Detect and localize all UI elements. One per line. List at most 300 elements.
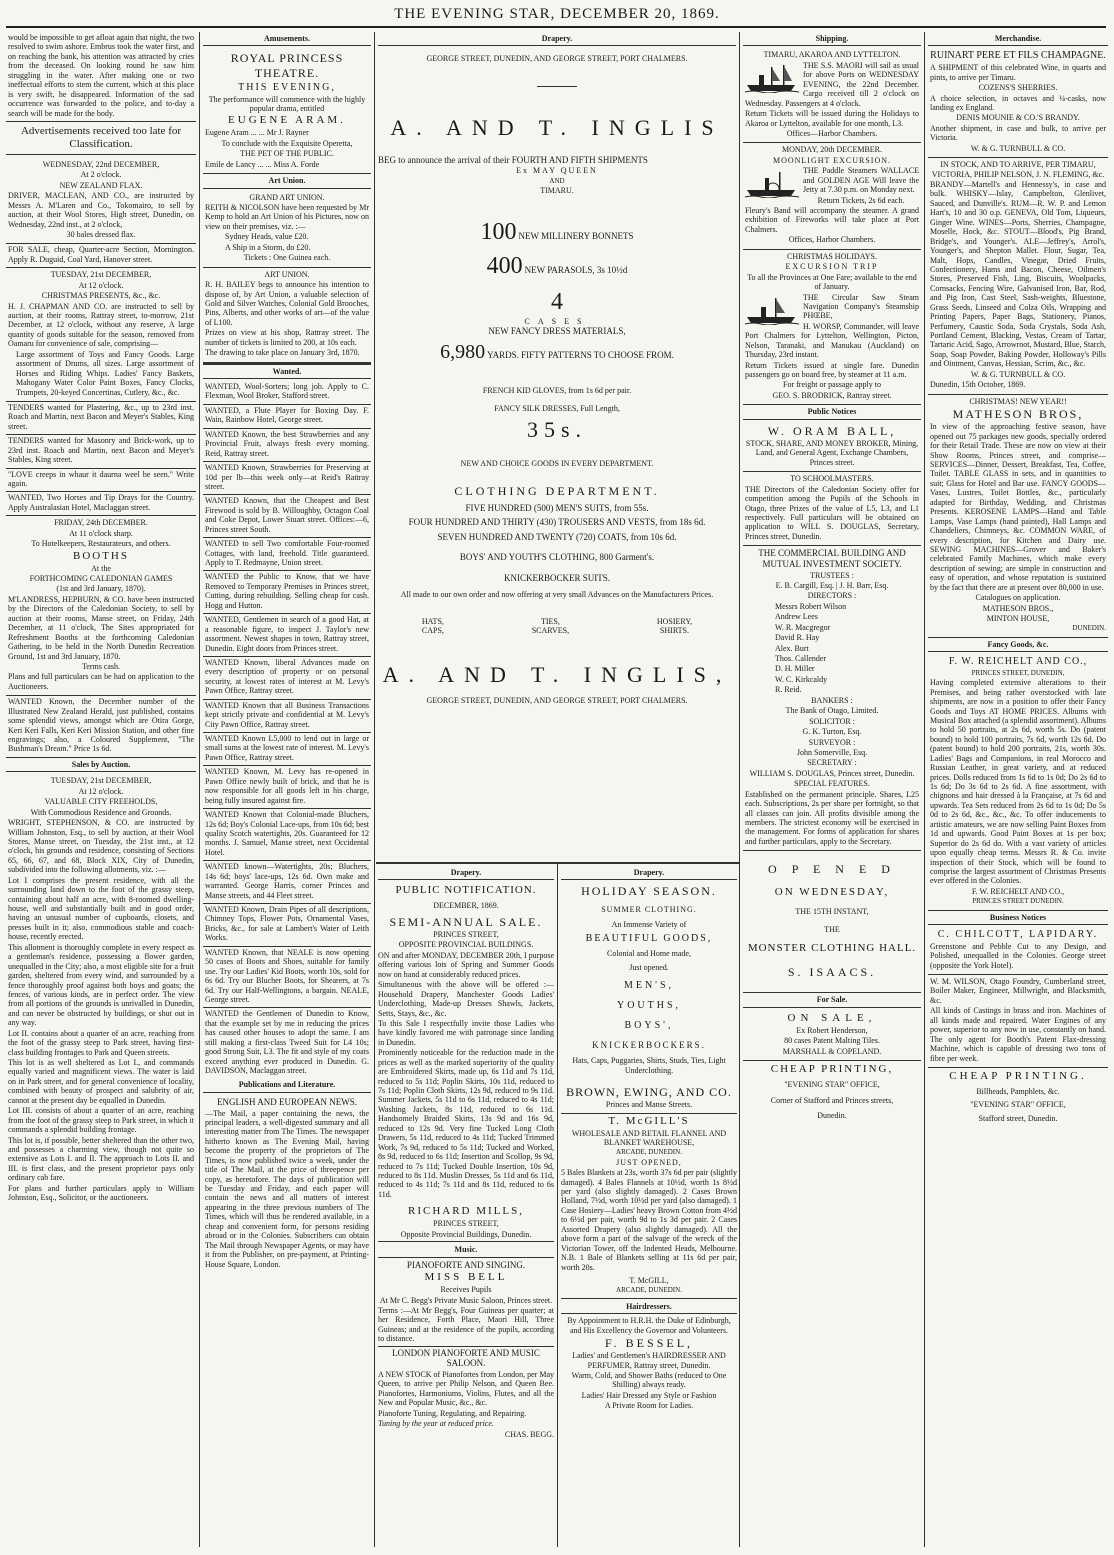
ad-body: WILLIAM S. DOUGLAS, Princes street, Dunedin.	[749, 768, 915, 778]
ad-body: MATHESON BROS.,	[982, 603, 1054, 613]
ad-subtitle: SPECIAL FEATURES.	[794, 779, 870, 789]
mills-sig: RICHARD MILLS,	[407, 1205, 524, 1218]
divider	[537, 86, 577, 87]
bessel-body: A Private Room for Ladies.	[604, 1401, 694, 1411]
ad-title: FORTHCOMING CALEDONIAN GAMES	[29, 574, 173, 584]
ad-title: F. W. REICHELT AND CO.,	[948, 656, 1088, 668]
bessel-body: Ladies' Hair Dressed any Style or Fashion	[581, 1390, 717, 1400]
stat-label: YARDS. FIFTY PATTERNS TO CHOOSE FROM.	[487, 349, 674, 360]
news-paragraph: would be impossible to get afloat again that night, the two resolved to swim ashore. Embrus took the water first, and on reaching the bank, his attention was attracted by cries from the deceased. On looking round he saw him struggling in the water. After making one or two ineffectual efforts to stem the current, which at this place is very swift, he disappeared. Information of the sad occurrence was forwarded to the police, and to-day a search will be made for the body.	[6, 32, 196, 122]
holiday-line: BEAUTIFUL GOODS,	[585, 933, 713, 945]
holiday-title: HOLIDAY SEASON.	[581, 884, 717, 899]
ad-bailey-art-union	[203, 268, 371, 363]
music-sig: CHAS. BEGG.	[504, 1429, 554, 1439]
ad-body: Lot II. contains about a quarter of an acre, reaching from the foot of the grassy steep to Park street, having first-class building frontages to Park and Queen streets.	[8, 1028, 194, 1057]
bessel-title: F. BESSEL,	[604, 1335, 694, 1350]
section-for-sale: For Sale.	[743, 993, 921, 1007]
music-title: PIANOFORTE AND SINGING.	[406, 1259, 526, 1270]
ad-body: To Hotelkeepers, Restaurateurs, and others.	[31, 539, 171, 549]
inglis-line: KNICKERBOCKER SUITS.	[503, 573, 610, 583]
accessory: TIES,	[540, 617, 560, 627]
wanted-ad: WANTED the Public to Know, that we have Removed to Temporary Premises in Princes street, Cutting, during rebuilding. Selling cheap for cash. Hogg and Hutton.	[203, 571, 371, 614]
ad-body: R. H. BAILEY begs to announce his intention to dispose of, by Art Union, a valuable selection of Gold and Silver Watches, Colonial Gold Brooches, Pins, Alberts, and other works of art—of the value of L100.	[205, 280, 369, 327]
mcgill-body: 5 Bales Blankets at 23s, worth 37s 6d per pair (slightly damaged). 4 Bales Flannels at 10½d, worth 1s 8½d per yard (also slightly damaged). 2 Cases Brown Holland, 7½d, worth 10½d per yard (also damaged). 1 Case Hosiery—Ladies' heavy Brown Cotton from 4½d to 6½d per pair, worth 9d to 1s 3d per pair. 2 Cases Assorted Drapery (also slightly damaged). All the above form a part of the salvage of the wreck of the Victorian Tower, off the Indented Heads, Melbourne. N.B. 1 Bale of Blankets selling at 11s 6d per pair, worth 20s.	[561, 1168, 737, 1272]
accessory: HOSIERY,	[656, 617, 693, 627]
music-title: LONDON PIANOFORTE AND MUSIC SALOON.	[392, 1347, 540, 1369]
inglis-line: FIVE HUNDRED (500) MEN'S SUITS, from 55s.	[465, 502, 649, 513]
ad-body: For freight or passage apply to	[783, 380, 881, 390]
ad-body: DUNEDIN.	[1072, 624, 1106, 633]
column-3a	[378, 866, 554, 1546]
ad-body: THE S.S. MAORI will sail as usual for above Ports on WEDNESDAY EVENING, the 22nd December. Cargo received till 2 o'clock on Wednesday. Passengers at 4 o'clock.	[745, 60, 919, 108]
ad-matheson	[928, 395, 1108, 638]
mcgill-sig: ARCADE, DUNEDIN.	[561, 1286, 737, 1298]
mills-opposite: OPPOSITE PROVINCIAL BUILDINGS.	[398, 940, 534, 950]
music-body: Tuning by the year at reduced price.	[378, 1419, 494, 1429]
ad-body: Greenstone and Pebble Cut to any Design, and Polished, unequalled in the Colonies. George street (opposite the York Hotel).	[930, 941, 1106, 970]
ad-body: W. & G. TURNBULL & CO.	[970, 369, 1066, 379]
section-hairdressers: Hairdressers.	[561, 1300, 737, 1314]
ad-tenders-masonry: TENDERS wanted for Masonry and Brick-work, up to 23rd inst. Roach and Martin, next Bacon and Meyer's Stables, King street.	[6, 435, 196, 468]
bessel-body: Warm, Cold, and Shower Baths (reduced to One Shilling) always ready.	[571, 1370, 727, 1390]
inglis-announce: BEG to announce the arrival of their FOURTH AND FIFTH SHIPMENTS	[378, 154, 648, 165]
ad-body: E. B. Cargill, Esq. | J. H. Barr, Esq.	[775, 580, 889, 590]
inglis-line: FOUR HUNDRED AND THIRTY (430) TROUSERS AND VESTS, from 18s 6d.	[408, 517, 706, 528]
ad-title: IN STOCK, AND TO ARRIVE, PER TIMARU, VICTORIA, PHILIP NELSON, J. N. FLEMING, &c.	[931, 160, 1105, 179]
wanted-ad: WANTED Known, Drain Pipes of all descriptions, Chimney Tops, Flower Pots, Ornamental Vases, Bricks, &c., for sale at Lambert's Water of Leith Works.	[203, 904, 371, 947]
mills-body: Prominently noticeable for the reduction made in the prices as well as the marked superiority of the quality are Embroidered Skirts, made up, 6s 11d and 7s 11d, reduced to 5s 11d; Poplin Skirts, 10s 11d, reduced to 7s 11d; Poplin Cloth Skirts, 12s 9d, reduced to 9s 11d. Summer Jackets, 5s 11d to 6s 11d, reduced to 4s 11d; Washing Jackets, 8s 11d, reduced to 6s 11d. Handsomely Braided Skirts, 13s 9d and 16s 9d, reduced to 12s 9d. Very fine Tucked Long Cloth Drawers, 5s 11d, reduced to 4s 11d; Tucked Trimmed Work, 7s 9d, reduced to 5s 11d; Tucked and Worked, 8s 9d, reduced to 6s 11d; Insertion and Scollop, 9s 9d, reduced to 7s 11d; Tucked Double Insertion, 10s 9d, reduced to 8s 11d. Muslin Dresses, 5s 11d and 6s 11d, reduced to 4s 11d; 7s 11d and 8s 11d, reduced to 6s 11d.	[378, 1048, 554, 1199]
ad-title: ENGLISH AND EUROPEAN NEWS.	[217, 1096, 357, 1107]
ad-maori	[743, 48, 921, 143]
ad-body: Corner of Stafford and Princes streets,	[770, 1095, 894, 1105]
holiday-line: Hats, Caps, Puggaries, Shirts, Studs, Ties, Light Underclothing.	[572, 1056, 726, 1075]
wanted-ad: WANTED Known L5,000 to lend out in large or small sums at the lowest rate of interest. M. Levy's Pawn Office, Rattray street.	[203, 733, 371, 766]
column-4	[743, 32, 921, 1547]
ad-body: Lot III. consists of about a quarter of an acre, reaching from the foot of the grassy steep to Park street, in which it commands a splendid building frontage.	[8, 1106, 194, 1135]
ad-body: John Somerville, Esq.	[796, 747, 868, 757]
ad-body: THE Paddle Steamers WALLACE and GOLDEN AGE Will leave the Jetty at 7.30 p.m. on Monday next.	[803, 166, 919, 195]
ad-title: ON WEDNESDAY,	[774, 886, 890, 899]
ad-body: Ex Robert Henderson,	[796, 1025, 868, 1035]
ad-body: W. M. WILSON, Otago Foundry, Cumberland street, Boiler Maker, Engineer, Millwright, and Blacksmith, &c.	[930, 977, 1106, 1005]
ad-title: NEW ZEALAND FLAX.	[59, 180, 143, 190]
music-teacher: MISS BELL	[424, 1271, 508, 1284]
ad-body: Sydney Heads, value £20.	[225, 232, 309, 242]
ad-monster-clothing-hall	[743, 851, 921, 993]
wanted-ad: WANTED Known, liberal Advances made on every description of property or on personal security, at lowest rates of interest at M. Levy's Pawn Office, Rattray street.	[203, 657, 371, 700]
wanted-ad: WANTED Known, that the Cheapest and Best Firewood is sold by B. Willoughby, Octagon Coal and Coke Depot, Lower Stuart street. Offices:—6, Princes street South.	[203, 495, 371, 538]
ad-body: REITH & NICOLSON have been requested by Mr Kemp to hold an Art Union of his Pictures, now on view on their premises, viz. :—	[205, 203, 369, 231]
holiday-line: KNICKERBOCKERS.	[592, 1039, 706, 1050]
ad-body: MARSHALL & COPELAND.	[782, 1046, 882, 1056]
section-publications: Publications and Literature.	[203, 1078, 371, 1092]
section-fancy-goods: Fancy Goods, &c.	[928, 638, 1108, 652]
mills-body: ON and after MONDAY, DECEMBER 20th, I purpose offering various lots of Spring and Summer Goods now on hand at considerably reduced prices.	[378, 950, 554, 979]
mills-date: DECEMBER, 1869.	[433, 901, 499, 911]
ad-phoebe	[743, 250, 921, 406]
inglis-line-bonnets	[378, 218, 736, 246]
ad-moonlight	[743, 143, 921, 249]
ad-body: WRIGHT, STEPHENSON, & CO. are instructed by William Johnston, Esq., to sell by auction, at their Wool Stores, Manse street, on Tuesday, the 21st inst., at 12 o'clock, his grounds and residence, consisting of Sections 65, 66, 67, and 68, Block XIX, City of Dunedin, subdivided into the following allotments, viz. :—	[8, 818, 194, 875]
ad-time: At 2 o'clock.	[80, 170, 122, 180]
ad-title: COZENS'S SHERRIES.	[978, 83, 1058, 93]
ad-date: WEDNESDAY, 22nd DECEMBER,	[42, 159, 160, 169]
inglis-line-cases	[378, 288, 736, 336]
music-body: A NEW STOCK of Pianofortes from London, per May Queen, to arrive per Philip Nelson, and Queen Bee. Pianofortes, Harmoniums, Violins, Flutes, and all the New and Popular Music, &c., &c.	[378, 1369, 554, 1408]
holiday-line: Just opened.	[629, 962, 669, 972]
ad-title: ART UNION.	[264, 269, 310, 279]
music-body: Receives Pupils	[440, 1285, 492, 1295]
mcgill-title: T. McGILL'S	[608, 1114, 690, 1127]
ad-date: MONDAY, 20th DECEMBER.	[781, 145, 882, 155]
section-merchandise: Merchandise.	[928, 32, 1108, 46]
ad-title: GRAND ART UNION.	[249, 192, 325, 202]
ad-title: S. ISAACS.	[787, 965, 877, 980]
ad-body: THE Directors of the Caledonian Society offer for competition among the Pupils of the Schools in Otago, three Prizes of the value of L5, L3, and L1 respectively. Full particulars will be obtained on application to WILL S. DOUGLAS, Secretary, Princes street, Dunedin.	[745, 484, 919, 541]
ad-malting-tiles	[743, 1010, 921, 1061]
ad-body: MINTON HOUSE,	[986, 614, 1050, 624]
section-music: Music.	[378, 1243, 554, 1257]
accessory: HATS,	[421, 617, 444, 627]
ad-body: Large assortment of Toys and Fancy Goods. Large assortment of Drums, all sizes. Large assortment of Horses and Riding Whips. Ladies' Fancy Baskets, Mahogany Water Color Paint Boxes, Fancy Clocks, Trumpets, 20-keyed Concertinas, Cutlery, &c., &c.	[16, 349, 194, 397]
ad-body: Stafford street, Dunedin.	[978, 1113, 1058, 1123]
wanted-ad: WANTED Known that all Business Transactions kept strictly private and confidential at M. Levy's City Pawn Office, Rattray street.	[203, 700, 371, 733]
directors-list	[745, 602, 919, 695]
ad-date: TUESDAY, 21st DECEMBER,	[50, 270, 152, 280]
ad-body: Dunedin.	[817, 1111, 847, 1120]
ad-title: CHEAP PRINTING.	[949, 1069, 1087, 1082]
section-shipping: Shipping.	[743, 32, 921, 46]
ad-body: Emile de Lancy ... ... Miss A. Forde	[205, 159, 320, 169]
bessel-body: Ladies' and Gentlemen's HAIRDRESSER AND PERFUMER, Rattray street, Dunedin.	[572, 1351, 726, 1370]
mills-sig: PRINCES STREET,	[433, 1219, 499, 1229]
section-drapery: Drapery.	[561, 866, 737, 880]
column-rule	[739, 32, 740, 1547]
ad-schoolmasters	[743, 472, 921, 546]
wanted-ad: WANTED to sell Two comfortable Four-roomed Cottages, with land, freehold. Title guaranteed. Apply to T. Redmayne, Union street.	[203, 538, 371, 571]
masthead: THE EVENING STAR, DECEMBER 20, 1869.	[394, 6, 720, 22]
section-drapery: Drapery.	[378, 32, 736, 46]
ad-title: CHRISTMAS! NEW YEAR!!	[969, 396, 1067, 406]
late-ads-heading: Advertisements received too late for Classification.	[6, 125, 196, 155]
ad-title: C. CHILCOTT, LAPIDARY.	[937, 928, 1099, 940]
ad-body: M'LANDRESS, HEPBURN, & CO. have been instructed by the Directors of the Caledonian Society, to sell by auction at their rooms, Manse street, on Friday, 24th December, at 11 o'clock, The Sites appropriated for Refreshment Booths at the forthcoming Caledonian Gathering, to be held in the North Dunedin Recreation Ground, 1st and 3rd January, 1870.	[8, 594, 194, 661]
mills-body: Simultaneous with the above will be offered :— Household Drapery, Manchester Goods Ladies' Underclothing, Made-up Dresses Shawls, Jackets, Setts, Stays, &c., &c.	[378, 980, 554, 1018]
ad-title: MOONLIGHT EXCURSION.	[772, 155, 892, 165]
stat-number: 6,980	[440, 340, 486, 363]
holiday-sig: Princes and Manse Streets.	[561, 1100, 737, 1113]
ad-body: The Bank of Otago, Limited.	[785, 706, 879, 716]
ad-body: Offices, Harbor Chambers.	[788, 235, 876, 245]
holiday-line: MEN'S,	[623, 980, 675, 992]
mills-sale: SEMI-ANNUAL SALE.	[389, 914, 543, 929]
section-public-notices: Public Notices	[743, 405, 921, 419]
steamship-icon	[745, 295, 799, 325]
ad-body: Prizes on view at his shop, Rattray street. The number of tickets is limited to 200, at 10s each.	[205, 328, 369, 347]
ad-body: (1st and 3rd January, 1870).	[56, 584, 146, 594]
ad-subtitle: With Commodious Residence and Grounds.	[30, 807, 172, 817]
ad-body: PRINCES STREET DUNEDIN.	[972, 897, 1064, 906]
steamship-icon	[745, 168, 799, 198]
inglis-line-yards	[378, 341, 736, 365]
ad-body: This lot is, if possible, better sheltered than the other two, and possesses a charming view, though not quite so extensive as Lots I. and II. The approach to Lots II. and III. is first class, and the present proprietor pays only ordinary cab fare.	[8, 1135, 194, 1183]
ad-title: EUGENE ARAM.	[228, 114, 346, 127]
bessel-body: By Appointment to H.R.H. the Duke of Edinburgh, and His Excellency the Governor and Volunteers.	[567, 1316, 731, 1335]
ad-body: To conclude with the Exquisite Operetta,	[221, 138, 353, 148]
ad-turnbull-stock	[928, 158, 1108, 395]
ad-theatre	[203, 48, 371, 174]
ad-title: CHRISTMAS PRESENTS, &c., &c.	[41, 291, 161, 301]
stat-label: NEW MILLINERY BONNETS	[518, 230, 634, 241]
ad-title: O P E N E D	[768, 862, 896, 877]
mcgill-sig: T. McGILL,	[629, 1275, 669, 1285]
stat-label: CASES	[524, 316, 590, 326]
ad-time: At 11 o'clock sharp.	[69, 528, 133, 538]
ad-title: MATHESON BROS,	[952, 407, 1084, 422]
ad-title: EXCURSION TRIP	[785, 262, 879, 272]
ad-title: CHEAP PRINTING,	[770, 1063, 894, 1076]
ad-cheap-printing	[743, 1061, 921, 1124]
wanted-ad: WANTED, a Flute Player for Boxing Day. F. Wain, Rainbow Hotel, George street.	[203, 405, 371, 429]
column-rule	[924, 32, 925, 1547]
ad-body: A Ship in a Storm, do £20.	[225, 242, 311, 252]
inglis-ship: TIMARU.	[540, 186, 574, 196]
section-business-notices: Business Notices	[928, 911, 1108, 925]
ad-subtitle: SOLICITOR :	[809, 716, 855, 726]
ad-subtitle: SECRETARY :	[807, 758, 857, 768]
mills-body: To this Sale I respectfully invite those Ladies who have kindly favored me with patronage since landing in Dunedin.	[378, 1018, 554, 1047]
wanted-ad: WANTED Known that Colonial-made Bluchers, 12s 6d; Boy's Colonial Lace-ups, from 10s 6d; best quality Scotch watertights, 20s. Guaranteed for 12 months. J. Samuel, Manse street, next Occidental Hotel.	[203, 809, 371, 861]
stat-number: 100	[480, 218, 517, 245]
ad-body: The performance will commence with the highly popular drama, entitled	[208, 94, 366, 113]
ad-subtitle: DIRECTORS :	[807, 591, 857, 601]
inglis-firm: A. AND T. INGLIS,	[382, 661, 732, 687]
ad-body: THE 15TH INSTANT,	[795, 907, 869, 917]
holiday-line: YOUTHS,	[616, 999, 682, 1011]
inglis-line: SEVEN HUNDRED AND TWENTY (720) COATS, from 10s 6d.	[437, 531, 677, 542]
ad-body: A choice selection, in octaves and ¼-casks, now landing ex England.	[930, 93, 1106, 112]
inglis-firm: A. AND T. INGLIS	[390, 114, 724, 140]
ad-title: W. ORAM BALL,	[767, 423, 897, 438]
director: D. H. Miller	[775, 664, 815, 674]
accessory: SCARVES,	[531, 626, 570, 636]
ad-body: The drawing to take place on January 3rd, 1870.	[205, 348, 360, 358]
stat-number: 400	[486, 252, 523, 279]
mills-sig: Opposite Provincial Buildings, Dunedin.	[378, 1230, 554, 1242]
director: David R. Hay	[775, 633, 820, 643]
ad-european-news	[203, 1095, 371, 1273]
mills-title: PUBLIC NOTIFICATION.	[395, 884, 537, 897]
ad-title: MONSTER CLOTHING HALL.	[747, 942, 917, 955]
ad-chilcott	[928, 927, 1108, 975]
column-rule	[199, 32, 200, 1547]
column-3b	[561, 866, 737, 1546]
ad-title: TO SCHOOLMASTERS.	[790, 474, 874, 484]
section-amusements: Amusements.	[203, 32, 371, 46]
holiday-sig: BROWN, EWING, AND CO.	[566, 1085, 732, 1100]
ad-body: W. & G. TURNBULL & CO.	[970, 143, 1066, 153]
ad-body: Return Tickets issued at single fare. Dunedin passengers go on board free, by steamer at 11 a.m.	[745, 360, 919, 379]
section-drapery: Drapery.	[378, 866, 554, 880]
column-rule	[374, 32, 375, 1547]
ad-title: RUINART PERE ET FILS CHAMPAGNE.	[930, 50, 1106, 62]
inglis-silk: FANCY SILK DRESSES, Full Length,	[494, 403, 620, 413]
ad-body: STOCK, SHARE, AND MONEY BROKER, Mining, Land, and General Agent, Exchange Chambers, Princes street.	[745, 438, 919, 467]
inglis-ship: Ex MAY QUEEN	[516, 166, 598, 176]
column-3-inglis	[378, 32, 736, 832]
ad-title: TIMARU, AKAROA AND LYTTELTON.	[763, 50, 901, 60]
ad-body: H. WORSP, Commander, will leave Port Chalmers for Lyttelton, Wellington, Picton, Nelson, Taranaki, and Manukau (Auckland) on Thursday, 23rd instant.	[745, 321, 919, 360]
inglis-address: GEORGE STREET, DUNEDIN, AND GEORGE STREET, PORT CHALMERS.	[426, 695, 688, 705]
ad-title: ON SALE,	[787, 1011, 877, 1024]
ad-body: This lot is as well sheltered as Lot I., and commands equally varied and magnificent views. The water is laid on in Park street, and for general convenience of locality, combined with beauty of prospect and salubrity of air, cannot at the present day be equalled in Dunedin.	[8, 1058, 194, 1105]
mcgill-line: ARCADE, DUNEDIN.	[616, 1148, 682, 1157]
ad-body: Catalogues on application.	[975, 593, 1061, 603]
ad-time: At 12 o'clock.	[78, 786, 124, 796]
stat-label: NEW FANCY DRESS MATERIALS,	[488, 325, 626, 336]
ad-body: GEO. S. BRODRICK, Rattray street.	[772, 390, 892, 400]
ad-subtitle: SURVEYOR :	[808, 737, 856, 747]
stat-label: NEW PARASOLS, 3s 10½d	[524, 264, 628, 275]
ad-body: To all the Provinces at One Fare; available to the end of January.	[747, 272, 917, 292]
ad-personal: "LOVE creeps in whaur it daurna weel be seen." Write again.	[6, 469, 196, 493]
steamship-icon	[745, 63, 799, 93]
ad-title: THE COMMERCIAL BUILDING AND MUTUAL INVESTMENT SOCIETY.	[758, 548, 906, 569]
inglis-silk-price: 35s.	[526, 417, 588, 443]
ad-body: Eugene Aram ... ... Mr J. Rayner	[205, 128, 309, 138]
ad-body: All kinds of Castings in brass and iron. Machines of all kinds made and repaired. Water Engines of any power, superior to any now in use, constantly on hand. The only agent for Booth's Patent Flax-dressing Machine, which is capable of dressing two tons of fibre per week.	[930, 1006, 1106, 1063]
ad-time: At 12 o'clock.	[78, 280, 124, 290]
director: Thos. Callender	[775, 654, 827, 663]
ad-city-freeholds	[6, 774, 196, 1206]
holiday-line: BOYS',	[624, 1019, 674, 1031]
ad-body: 30 bales dressed flax.	[66, 229, 136, 239]
wanted-ad: WANTED Known, M. Levy has re-opened in Pawn Office newly built of brick, and that he is now responsible for all goods left in his charge, being fully insured against fire.	[203, 766, 371, 809]
ad-title: VALUABLE CITY FREEHOLDS,	[44, 797, 158, 807]
director: Andrew Lees	[775, 612, 818, 622]
ad-body: BRANDY—Martell's and Hennessy's, in case and bulk. WHISKY—Islay, Campbelton, Glenlivet, Sauced, and Dunville's. RUM—R. W. P. and Lemon Hart's, 10 and 30 o.p. GENEVA, Old Tom, Liqueurs, Ginger Wine. WINES—Ports, Sherries, Champagne, Moselle, Hock, &c. STOUT—Blood's, Pig Brand, Bridge's, and Younger's. ALE—Jeffrey's, Arrol's, Younger's, and Shepton Mallet. Flour, Sugar, Tea, Malt, Hops, Candles, Vinegar, Dried Fruits, Confectionery, Hams and Bacon, Cheese, Oilmen's Stores, Preserved Fish, Ling, Biscuits, Woolpacks, Cornsacks, Fencing Wire, Galvanised Iron, Bar, Rod, and Pig Iron, Cast Steel, Sash-weights, Bluestone, Grass Seeds, Linseed and Colza Oils, Wrapping and Printing Papers, Paper Bags, Stationery, Pianos, Perfumery, Caustic Soda, Soda Crystals, Soda Ash, Portland Cement, Blacking, Vestas, Cream of Tartar, Tartaric Acid, Sago, Arrowroot, Mustard, Blue, Starch, Soap, Soap Powder, Baking Powder, Holloway's Pills and Ointment, Canvas, Hessian, Scrim, &c., &c.	[930, 180, 1106, 369]
ad-title: DENIS MOUNIE & CO.'S BRANDY.	[956, 113, 1080, 123]
inglis-gloves: FRENCH KID GLOVES, from 1s 6d per pair.	[482, 386, 632, 396]
ad-oram-ball	[743, 422, 921, 472]
section-wanted: Wanted.	[203, 363, 371, 379]
ad-subtitle: PRINCES STREET, DUNEDIN,	[971, 668, 1065, 677]
inglis-and: AND	[549, 176, 565, 185]
music-body: Terms :—At Mr Begg's, Four Guineas per quarter; at her Residence, Forth Place, Maori Hill, Three Guineas; and at the residence of the pupils, according to distance.	[378, 1306, 554, 1347]
ad-for-sale: FOR SALE, cheap, Quarter-acre Section, Mornington. Apply R. Duguid, Coal Yard, Hanover street.	[6, 244, 196, 268]
ad-title: ROYAL PRINCESS THEATRE.	[230, 51, 344, 80]
ad-champagne	[928, 48, 1108, 158]
ad-tenders-plastering: TENDERS wanted for Plastering, &c., up to 23rd inst. Roach and Martin, next Bacon and Meyer's Stables, King street.	[6, 402, 196, 435]
accessory: SHIRTS.	[659, 626, 690, 636]
ad-body: F. W. REICHELT AND CO.,	[971, 886, 1065, 896]
mcgill-line: WHOLESALE AND RETAIL FLANNEL AND BLANKET WAREHOUSE,	[571, 1128, 727, 1148]
ad-wanted-horses: WANTED, Two Horses and Tip Drays for the Country. Apply Australasian Hotel, Maclaggan street.	[6, 492, 196, 516]
ad-body: Having completed extensive alterations to their Premises, and being rather overstocked with late shipments, are now in a position to offer their Fancy Goods and Toys AT HOME PRICES. Albums with Musical Box attached (a splendid assortment). Albums to hold 50 portraits, at 2s 6d, worth 5s. Do (patent bound) to hold 100 portraits, 7s 6d, worth 12s 6d. Do (patent bound) to hold 200 portraits, 21s, worth 30s. Ladies' Bags and Companions, in real Morocco and Russian Leather, in great variety, and at reduced prices. Dolls reduced from 1s 6d to 1s 0d; Do 2s 6d to 1s 6d; Do 3s 6d to 2s 6d. A fine assortment, with chignons and hair dressed à la Française, at 7s 6d and upwards. Tea Sets reduced from 2s 6d to 1s 0d; Do 5s 0d to 2s 6d, &c., &c., &c. To offer inducements to artistic amateurs, we are now selling Paint Boxes from 1d and upwards. Good Paint Boxes at 1s per box; Superior do 2s 6d do. With a vast variety of articles upon equally cheap terms. Messrs R. & Co. invite inspection of their Stock, which will be found to comprise the largest assortment of Christmas Presents ever offered in the Colonies.	[930, 678, 1106, 886]
inglis-line: BOYS' AND YOUTH'S CLOTHING, 800 Garment's.	[459, 552, 655, 563]
ad-body: For plans and further particulars apply to William Johnston, Esq., Solicitor, or the auctioneers.	[8, 1183, 194, 1203]
inglis-new-goods: NEW AND CHOICE GOODS IN EVERY DEPARTMENT.	[460, 458, 654, 468]
ad-body: In view of the approaching festive season, have opened out 75 packages new goods, specially ordered for their Retail Trade. These are now on view at their Show Rooms, Princes street, and comprise— SERVICES—Dinner, Dessert, Breakfast, Tea, Coffee, Toilet. TABLE GLASS in sets, and in quantities to suit; Glass for Hotel and Bar use. FANCY GOODS—Vases, Lustres, Toilet Bottles, &c., particularly adapted for Birthday, Wedding, and Christmas Presents. KEROSENE LAMPS—Hand and Table Lamps, Vase Lamps (hand painted), Hall Lamps and Chandeliers, Chimneys, &c. COMMON WARE, of every description, for Kitchen and Dairy use. SEWING MACHINES—Grover and Baker's celebrated Family Machines, which make every description of sewing; are simple in construction and easy of operation, and whose reputation is sustained by the fact that there are at present over 80,000 in use.	[930, 422, 1106, 592]
director: R. Reid.	[775, 685, 802, 695]
ad-building-society	[743, 546, 921, 851]
wanted-ad: WANTED, Gentlemen in search of a good Hat, at a reasonable figure, to inspect J. Taylor's new assortment. Newest shapes in town, Rattray street, Dunedin. Eight doors from Princes street.	[203, 614, 371, 657]
ad-body: G. K. Turton, Esq.	[802, 727, 862, 737]
director: Messrs Robert Wilson	[775, 601, 847, 611]
inglis-made: All made to our own order and now offering at very small Advances on the Manufacturers Prices.	[400, 589, 714, 599]
ad-body: Fleury's Band will accompany the steamer. A grand exhibition of Fireworks will take place at Port Chalmers.	[745, 206, 919, 234]
ad-body: Return Tickets will be issued during the Holidays to Akaroa or Lyttelton, available for one month, L3.	[745, 109, 919, 128]
director: Alex. Burt	[775, 643, 809, 653]
section-art-union: Art Union.	[203, 174, 371, 188]
ad-body: Established on the permanent principle. Shares, L25 each. Subscriptions, 2s per share per fortnight, so that all classes can join. All profits divisible among the members. The strictest economy will be exercised in the management. For forms of application for shares and further particulars, apply to the Secretary.	[745, 789, 919, 846]
ad-body: Another shipment, in case and bulk, to arrive per Victoria.	[930, 123, 1106, 143]
accessory: CAPS,	[421, 626, 444, 636]
ad-date: FRIDAY, 24th DECEMBER.	[54, 518, 148, 528]
ad-body: THE Circular Saw Steam Navigation Company's Steamship PHŒBE,	[803, 292, 919, 321]
column-5	[928, 32, 1108, 1547]
ad-flax	[6, 158, 196, 245]
column-1	[6, 32, 196, 1547]
ad-body: Billheads, Pamphlets, &c.	[976, 1086, 1060, 1096]
ad-christmas-presents	[6, 268, 196, 402]
stat-number: 4	[551, 289, 563, 316]
ad-date: TUESDAY, 21st DECEMBER,	[50, 776, 152, 786]
column-rule	[557, 864, 558, 1547]
ad-subtitle: THIS EVENING,	[238, 81, 336, 93]
ad-body: "EVENING STAR" OFFICE,	[784, 1080, 880, 1090]
mcgill-line: JUST OPENED,	[616, 1157, 682, 1167]
inglis-clothing-dept: CLOTHING DEPARTMENT.	[454, 484, 660, 499]
ad-body: Tickets : One Guinea each.	[243, 253, 331, 263]
ad-grand-art-union	[203, 191, 371, 268]
music-body: Pianoforte Tuning, Regulating, and Repairing.	[378, 1408, 527, 1418]
ad-reichelt	[928, 654, 1108, 910]
ad-illustrated-herald: WANTED Known, the December number of the Illustrated New Zealand Herald, just published, contains some splendid views, amongst which are Otira Gorge, Keri Keri Falls, Keri Keri Mission Station, and other fine engravings; also, a Coloured Supplement, "The Bushman's Dream." Price 1s 6d.	[6, 696, 196, 758]
wanted-list	[203, 381, 371, 1078]
ad-body: Return Tickets, 2s 6d each.	[817, 195, 905, 205]
holiday-line: SUMMER CLOTHING.	[601, 904, 697, 914]
ad-title: CHRISTMAS HOLIDAYS.	[787, 251, 877, 261]
ad-body: THE	[824, 924, 840, 934]
ad-title: BOOTHS	[72, 549, 129, 562]
ad-body: Plans and full particulars can be had on application to the Auctioneers.	[8, 672, 194, 691]
wanted-ad: WANTED known—Watertights, 20s; Bluchers, 14s 6d; boys' lace-ups, 12s 6d. Own make and warranted. George Harris, corner Princes and Manse streets, and 44 Fleet street.	[203, 861, 371, 904]
column-2	[203, 32, 371, 1547]
mills-street: PRINCES STREET,	[433, 930, 499, 939]
holiday-line: Colonial and Home made,	[607, 949, 691, 959]
ad-subtitle: TRUSTEES :	[810, 570, 854, 580]
ad-booths	[6, 516, 196, 696]
ad-body: H. J. CHAPMAN AND CO. are instructed to sell by auction, at their rooms, Rattray street, to-morrow, 21st December, at 12 o'clock, without any reserve, A large quantity of goods suitable for the season, removed from Oamaru for convenience of sale, comprising—	[8, 301, 194, 349]
ad-body: Lot I comprises the present residence, with all the surrounding land down to the foot of the grassy steep, containing about half an acre, with 8-roomed dwelling-house, well and substantially built and in good order, having an unusual number of cupboards, closets, and presses built in it; also, commodious stable and coach-house, recently erected.	[8, 875, 194, 942]
wanted-ad: WANTED Known, that NEALE is now opening 50 cases of Boots and Shoes, suitable for family use. Try our Ladies' Kid Boots, worth 10s, sold for 6s 6d. Try our Blucher Boots, for Shearers, at 7s 6d. Try our Half-Wellingtons, a bargain. NEALE, George street.	[203, 947, 371, 1009]
director: W. R. Macgregor	[775, 622, 831, 632]
ad-body: A SHIPMENT of this celebrated Wine, in quarts and pints, to arrive per Timaru.	[930, 63, 1106, 82]
ad-body: 80 cases Patent Malting Tiles.	[784, 1036, 880, 1046]
wanted-ad: WANTED Known, the best Strawberries and any Provincial Fruit, always fresh every morning. Reid, Rattray street.	[203, 429, 371, 462]
ad-body: Dunedin, 15th October, 1869.	[930, 380, 1026, 390]
ad-title: THE PET OF THE PUBLIC.	[240, 149, 334, 159]
ad-cheap-printing	[928, 1068, 1108, 1127]
director: W. C. Kirkcaldy	[775, 674, 828, 684]
ad-body: "EVENING STAR" OFFICE,	[970, 1100, 1066, 1110]
wanted-ad: WANTED the Gentlemen of Dunedin to Know, that the example set by me in reducing the prices has caused other houses to adopt the same. I am still making a first-class Tweed Suit for L4 10s; good Strong Suit, L3. The fit and style of my coats exceed anything ever produced in Dunedin. G. DAVIDSON, Maclaggan street.	[205, 1009, 369, 1076]
ad-body: At the	[91, 563, 111, 573]
wanted-ad: WANTED, Wool-Sorters; long job. Apply to C. Flexman, Wool Broker, Stafford street.	[203, 381, 371, 405]
ad-body: Offices—Harbor Chambers.	[786, 128, 878, 138]
ad-body: —The Mail, a paper containing the news, the principal leaders, a well-digested summary and all interesting matter from The Times. The newspaper hitherto known as The Evening Mail, having become the property of the proprietors of The Times, is now published twice a week, under the title of The Mail, at the price of threepence per copy, as heretofore. The days of publication will be Tuesday and Friday, and each paper will contain the news and all matters of interest appearing in the three previous numbers of The Times, which will thus be rendered available, in a cheap and convenient form, for persons residing abroad or in the Colonies. Subscribers can obtain The Mail through Newspaper Agents, or may have it from the Publisher, on pre-payment, at Printing-House Square, London.	[205, 1108, 369, 1269]
